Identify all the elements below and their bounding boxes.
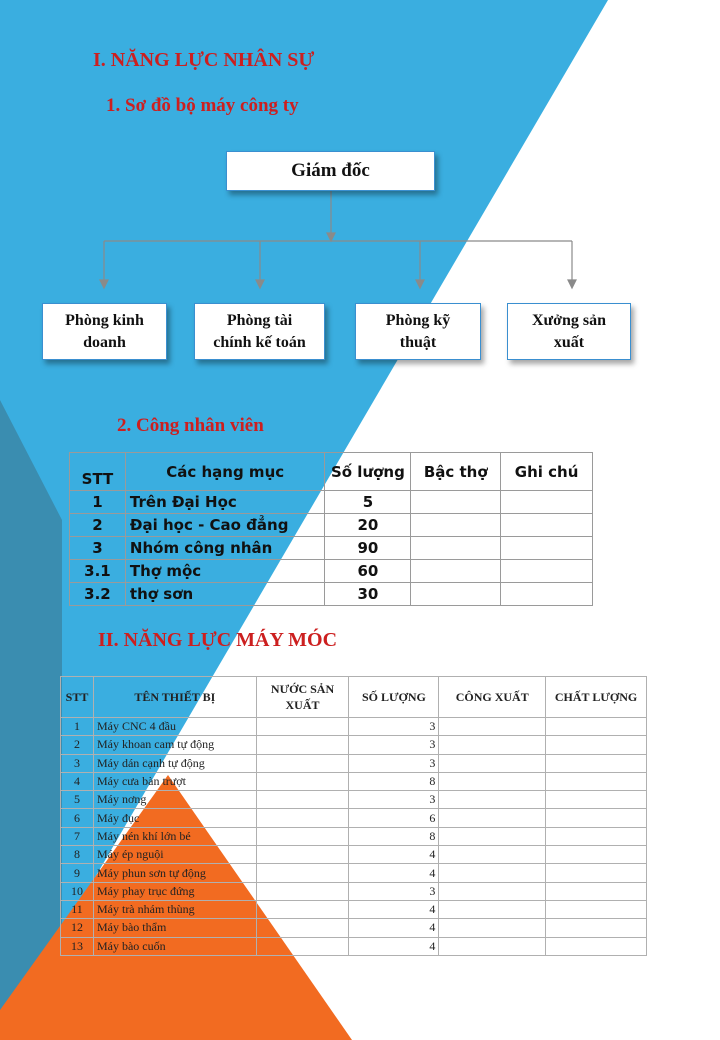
staff-cell-grade [411, 514, 501, 537]
machine-row [61, 809, 647, 827]
machine-cell-origin [256, 736, 349, 754]
staff-row [70, 514, 593, 537]
staff-cell-note [501, 560, 593, 583]
machine-row [61, 882, 647, 900]
machine-cell-stt: 13 [61, 937, 94, 955]
org-box-technical-line1: Phòng kỹ [385, 311, 451, 329]
machine-cell-stt: 4 [61, 772, 94, 790]
machine-cell-power [439, 846, 546, 864]
org-box-workshop-line2: xuất [553, 333, 585, 351]
org-box-technical-line2: thuật [399, 333, 437, 351]
machine-cell-name: Máy dán cạnh tự động [93, 754, 256, 772]
staff-cell-stt: 3.2 [70, 583, 126, 606]
machine-row [61, 919, 647, 937]
machine-row [61, 846, 647, 864]
staff-cell-grade [411, 560, 501, 583]
staff-cell-stt: 3 [70, 537, 126, 560]
machine-cell-quantity: 4 [349, 864, 439, 882]
machine-row [61, 791, 647, 809]
machine-header-power: CÔNG XUẤT [439, 677, 546, 718]
machine-cell-origin [256, 900, 349, 918]
section1-title: I. NĂNG LỰC NHÂN SỰ [93, 49, 315, 71]
staff-cell-quantity: 20 [325, 514, 411, 537]
machine-cell-origin [256, 937, 349, 955]
staff-cell-category: thợ sơn [125, 583, 325, 606]
staff-row [70, 491, 593, 514]
machine-cell-name: Máy nén khí lớn bé [93, 827, 256, 845]
staff-cell-grade [411, 537, 501, 560]
machine-row [61, 718, 647, 736]
machine-cell-power [439, 772, 546, 790]
staff-cell-category: Thợ mộc [125, 560, 325, 583]
machine-cell-quantity: 3 [349, 791, 439, 809]
machine-cell-quantity: 3 [349, 754, 439, 772]
machine-cell-quantity: 4 [349, 900, 439, 918]
machine-cell-quality [546, 718, 647, 736]
staff-cell-stt: 1 [70, 491, 126, 514]
machine-cell-quality [546, 809, 647, 827]
staff-cell-stt: 2 [70, 514, 126, 537]
machine-header-stt: STT [61, 677, 94, 718]
machine-cell-quantity: 8 [349, 827, 439, 845]
machine-cell-quantity: 8 [349, 772, 439, 790]
machine-row [61, 736, 647, 754]
machine-header-name: TÊN THIẾT BỊ [93, 677, 256, 718]
staff-header-grade: Bậc thợ [411, 453, 501, 491]
staff-cell-note [501, 537, 593, 560]
org-box-workshop [507, 303, 631, 360]
org-box-director: Giám đốc [226, 151, 435, 191]
machine-cell-power [439, 754, 546, 772]
staff-cell-note [501, 514, 593, 537]
machine-cell-stt: 1 [61, 718, 94, 736]
machine-cell-name: Máy bào thẩm [93, 919, 256, 937]
staff-cell-quantity: 30 [325, 583, 411, 606]
machine-cell-name: Máy cưa bàn trượt [93, 772, 256, 790]
machine-header-origin: NƯỚC SẢN XUẤT [256, 677, 349, 718]
machine-cell-origin [256, 827, 349, 845]
machine-row [61, 754, 647, 772]
machine-cell-origin [256, 754, 349, 772]
machine-cell-stt: 5 [61, 791, 94, 809]
machine-cell-power [439, 900, 546, 918]
staff-row [70, 583, 593, 606]
staff-title: 2. Công nhân viên [117, 415, 264, 436]
machine-cell-quality [546, 900, 647, 918]
machine-cell-power [439, 864, 546, 882]
machine-cell-quality [546, 937, 647, 955]
machine-cell-stt: 2 [61, 736, 94, 754]
machine-row [61, 827, 647, 845]
machine-cell-origin [256, 882, 349, 900]
staff-cell-grade [411, 491, 501, 514]
staff-header-row [70, 453, 593, 491]
machine-cell-quantity: 4 [349, 919, 439, 937]
machine-header-row [61, 677, 647, 718]
machine-cell-quality [546, 882, 647, 900]
staff-header-stt: STT [70, 453, 126, 491]
machine-cell-quantity: 6 [349, 809, 439, 827]
machine-cell-stt: 3 [61, 754, 94, 772]
machine-cell-name: Máy phun sơn tự động [93, 864, 256, 882]
staff-header-note: Ghi chú [501, 453, 593, 491]
staff-cell-category: Đại học - Cao đẳng [125, 514, 325, 537]
machine-cell-stt: 8 [61, 846, 94, 864]
machine-cell-power [439, 937, 546, 955]
machine-cell-name: Máy phay trục đứng [93, 882, 256, 900]
machine-cell-quantity: 3 [349, 736, 439, 754]
staff-header-quantity: Số lượng [325, 453, 411, 491]
staff-cell-quantity: 90 [325, 537, 411, 560]
machine-cell-name: Máy nơng [93, 791, 256, 809]
machine-cell-power [439, 882, 546, 900]
staff-cell-quantity: 60 [325, 560, 411, 583]
machine-cell-quality [546, 827, 647, 845]
org-box-sales [42, 303, 167, 360]
section2-title: II. NĂNG LỰC MÁY MÓC [98, 629, 338, 651]
machine-row [61, 900, 647, 918]
org-box-finance-line2: chính kế toán [213, 333, 306, 351]
machine-cell-stt: 7 [61, 827, 94, 845]
machine-row [61, 772, 647, 790]
machine-cell-quality [546, 919, 647, 937]
staff-table [69, 452, 593, 606]
staff-cell-stt: 3.1 [70, 560, 126, 583]
machine-cell-name: Máy khoan cam tự động [93, 736, 256, 754]
machine-cell-power [439, 736, 546, 754]
machine-cell-name: Máy đục [93, 809, 256, 827]
machine-cell-quantity: 4 [349, 937, 439, 955]
machine-cell-name: Máy trà nhám thùng [93, 900, 256, 918]
machine-cell-name: Máy ép nguội [93, 846, 256, 864]
machine-cell-stt: 9 [61, 864, 94, 882]
machine-cell-quality [546, 772, 647, 790]
machine-row [61, 937, 647, 955]
machine-cell-power [439, 827, 546, 845]
machine-cell-name: Máy CNC 4 đầu [93, 718, 256, 736]
staff-cell-category: Nhóm công nhân [125, 537, 325, 560]
staff-cell-category: Trên Đại Học [125, 491, 325, 514]
org-chart-subtitle: 1. Sơ đồ bộ máy công ty [106, 95, 299, 116]
machine-cell-origin [256, 791, 349, 809]
machine-cell-power [439, 718, 546, 736]
staff-cell-note [501, 491, 593, 514]
machine-cell-origin [256, 846, 349, 864]
org-box-finance-line1: Phòng tài [226, 311, 293, 329]
machine-table [60, 676, 647, 956]
machine-header-quality: CHẤT LƯỢNG [546, 677, 647, 718]
org-box-workshop-line1: Xưởng sản [531, 311, 607, 329]
machine-cell-stt: 6 [61, 809, 94, 827]
staff-cell-note [501, 583, 593, 606]
org-box-sales-line2: doanh [83, 333, 126, 351]
machine-cell-quality [546, 754, 647, 772]
staff-row [70, 560, 593, 583]
machine-row [61, 864, 647, 882]
org-box-sales-line1: Phòng kinh [65, 311, 144, 329]
machine-cell-stt: 10 [61, 882, 94, 900]
machine-cell-power [439, 919, 546, 937]
machine-cell-origin [256, 809, 349, 827]
org-box-technical [355, 303, 481, 360]
machine-cell-origin [256, 864, 349, 882]
org-box-finance [194, 303, 325, 360]
machine-cell-origin [256, 718, 349, 736]
machine-cell-power [439, 809, 546, 827]
staff-row [70, 537, 593, 560]
machine-cell-quality [546, 864, 647, 882]
staff-cell-quantity: 5 [325, 491, 411, 514]
machine-cell-stt: 12 [61, 919, 94, 937]
machine-cell-quality [546, 736, 647, 754]
machine-cell-quantity: 3 [349, 718, 439, 736]
staff-cell-grade [411, 583, 501, 606]
machine-cell-name: Máy bào cuốn [93, 937, 256, 955]
machine-cell-origin [256, 919, 349, 937]
machine-cell-origin [256, 772, 349, 790]
machine-cell-quality [546, 791, 647, 809]
machine-cell-quality [546, 846, 647, 864]
machine-header-quantity: SỐ LƯỢNG [349, 677, 439, 718]
machine-cell-quantity: 3 [349, 882, 439, 900]
machine-cell-quantity: 4 [349, 846, 439, 864]
machine-cell-power [439, 791, 546, 809]
staff-header-category: Các hạng mục [125, 453, 325, 491]
machine-cell-stt: 11 [61, 900, 94, 918]
